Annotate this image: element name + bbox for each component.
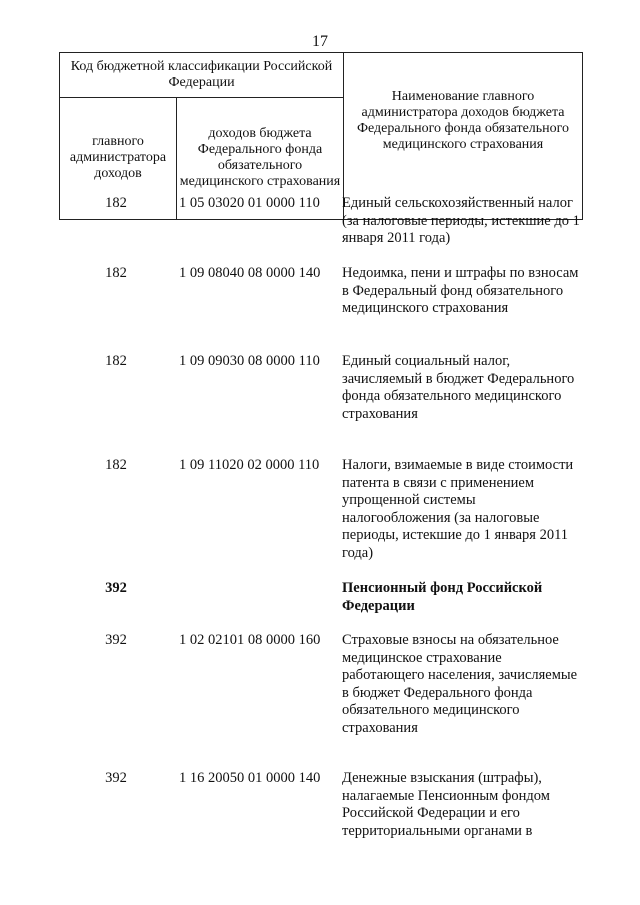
row-admin-code: 392 <box>105 580 127 596</box>
row-income-code: 1 02 02101 08 0000 160 <box>179 632 321 648</box>
row-income-code: 1 16 20050 01 0000 140 <box>179 770 321 786</box>
header-col-admin: главного администратора доходов <box>60 97 177 219</box>
row-name: Денежные взыскания (штрафы), налагаемые Пенсионным фондом Российской Федерации и его территориальными органами в <box>342 770 550 839</box>
page-number: 17 <box>312 33 328 50</box>
row-name: Единый социальный налог, зачисляемый в бюджет Федерального фонда обязательного медицинского страхования <box>342 353 575 422</box>
row-admin-code: 392 <box>105 770 127 786</box>
header-group-title: Код бюджетной классификации Российской Федерации <box>60 53 344 98</box>
row-name: Единый сельскохозяйственный налог (за налоговые периоды, истекшие до 1 января 2011 года) <box>342 195 580 246</box>
row-admin-code: 182 <box>105 457 127 473</box>
row-income-code: 1 09 11020 02 0000 110 <box>179 457 320 473</box>
row-income-code: 1 09 08040 08 0000 140 <box>179 265 321 281</box>
row-admin-code: 182 <box>105 265 127 281</box>
row-admin-code: 392 <box>105 632 127 648</box>
row-name: Налоги, взимаемые в виде стоимости патента в связи с применением упрощенной системы налогообложения (за налоговые периоды, истекшие до 1 января 2011 года) <box>342 457 574 561</box>
row-income-code: 1 05 03020 01 0000 110 <box>179 195 320 211</box>
header-col-name: Наименование главного администратора доходов бюджета Федерального фонда обязательного медицинского страхования <box>344 53 583 220</box>
row-income-code: 1 09 09030 08 0000 110 <box>179 353 320 369</box>
row-name: Недоимка, пени и штрафы по взносам в Федеральный фонд обязательного медицинского страхования <box>342 265 579 316</box>
header-col-income: доходов бюджета Федерального фонда обязательного медицинского страхования <box>177 97 344 219</box>
row-name: Страховые взносы на обязательное медицинское страхование работающего населения, зачисляемые в бюджет Федерального фонда обязательного медицинского страхования <box>342 632 578 736</box>
row-name: Пенсионный фонд Российской Федерации <box>342 580 543 614</box>
row-admin-code: 182 <box>105 353 127 369</box>
row-admin-code: 182 <box>105 195 127 211</box>
